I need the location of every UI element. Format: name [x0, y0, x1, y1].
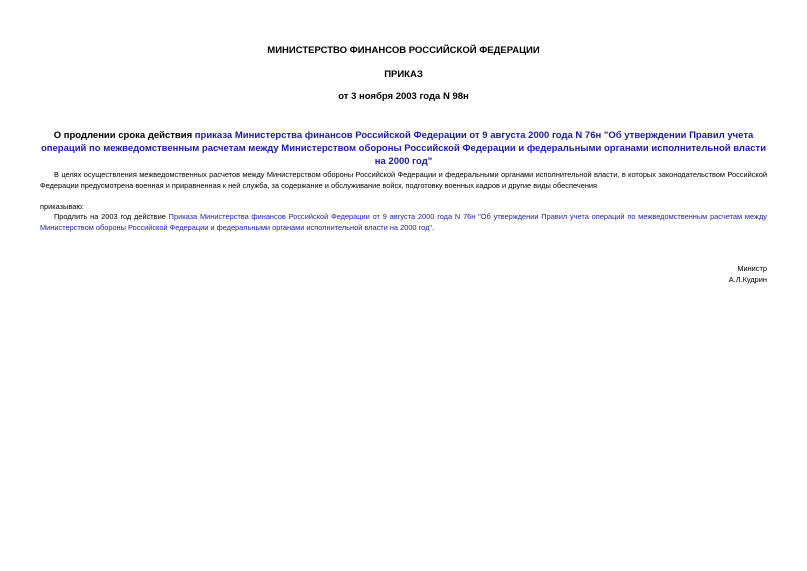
document-type-heading: ПРИКАЗ [384, 69, 423, 80]
body-paragraph-extend [40, 212, 767, 233]
body-paragraph-order-word: приказываю: [40, 202, 84, 211]
date-number-heading: от 3 ноября 2003 года N 98н [338, 91, 469, 102]
title-order-link[interactable]: приказа Министерства финансов Российской Федерации от 9 августа 2000 года N 76н "Об утверждении Правил учета операций по межведомственным расчетам между Министерством обороны Российской Федерации и федеральными органами исполнительной власти на 2000 год" [40, 130, 767, 167]
document-title [40, 129, 767, 168]
signature-name: А.Л.Кудрин [728, 275, 767, 284]
extend-suffix: . [432, 222, 435, 232]
extend-order-link[interactable]: Приказа Министерства финансов Российской Федерации от 9 августа 2000 года N 76н "Об утверждении Правил учета операций по межведомственным расчетам между Министерством обороны Российской Федерации и федеральными органами исполнительной власти на 2000 год" [40, 212, 767, 232]
body-paragraph-purpose: В целях осуществления межведомственных расчетов между Министерством обороны Российской Федерации и федеральными органами исполнительной власти, в которых законодательством Российской Федерации предусмотрена военная и приравненная к ней служба, за содержание и обслуживание войск, подготовку военных кадров и другие виды обеспечения [40, 170, 767, 190]
title-prefix: О продлении срока действия [53, 130, 195, 141]
signature-position: Министр [737, 264, 767, 273]
ministry-heading: МИНИСТЕРСТВО ФИНАНСОВ РОССИЙСКОЙ ФЕДЕРАЦИИ [267, 45, 540, 56]
extend-prefix: Продлить на 2003 год действие [54, 212, 169, 221]
